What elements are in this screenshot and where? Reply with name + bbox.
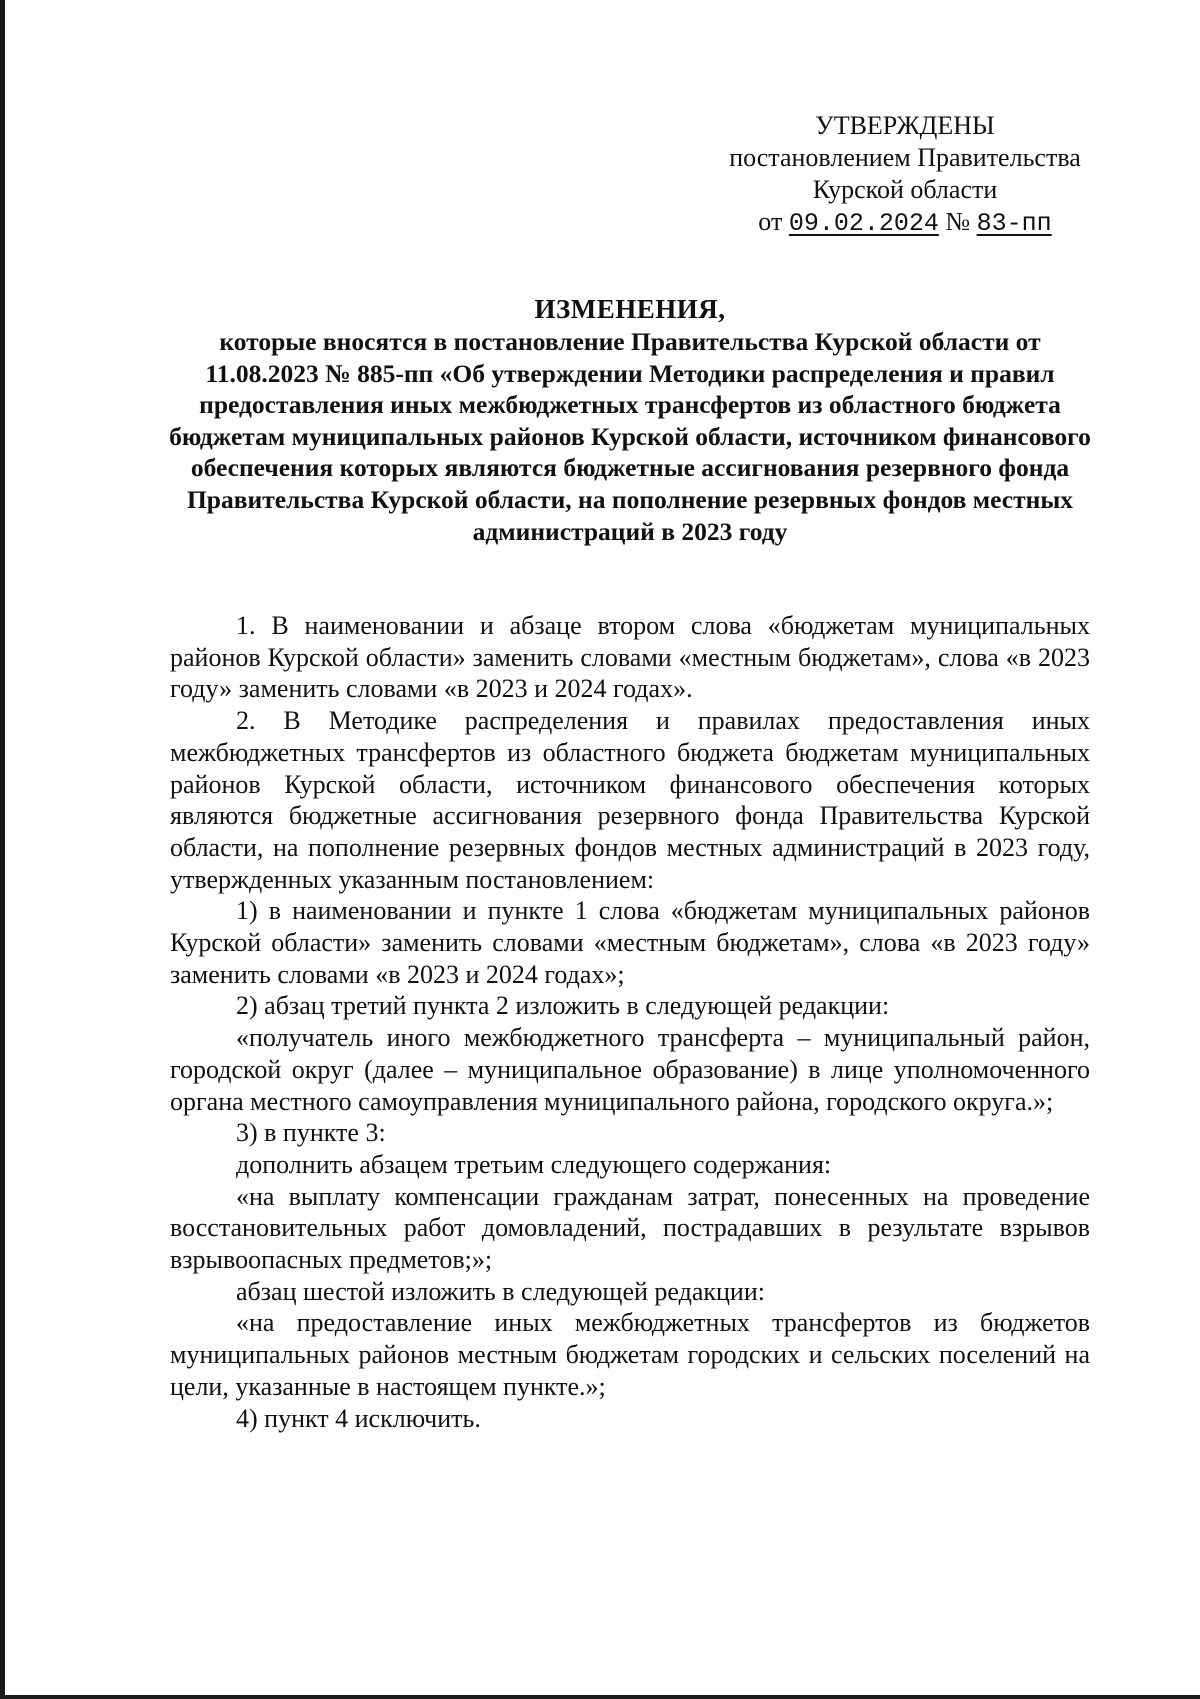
approval-stamp-block [700,110,1110,240]
number-prefix: № [945,207,971,236]
decree-date: 09.02.2024 [788,209,939,238]
paragraph-7: дополнить абзацем третьим следующего содержания: [236,1149,832,1179]
decree-number: 83-пп [976,209,1052,238]
approval-title: УТВЕРЖДЕНЫ [815,111,995,140]
paragraph-10: «на предоставление иных межбюджетных трансфертов из бюджетов муниципальных районов местным бюджетам городских и сельских поселений на цели, указанные в настоящем пункте.»; [170,1308,1090,1401]
scan-border-left [0,0,5,1699]
document-title: ИЗМЕНЕНИЯ, [534,294,726,324]
approval-line-2: постановлением Правительства [729,143,1081,172]
approval-line-3: Курской области [812,175,998,204]
document-subtitle: которые вносятся в постановление Правительства Курской области от 11.08.2023 № 885-пп «Об утверждении Методики распределения и правил предоставления иных межбюджетных трансфертов из областного бюджета бюджетам муниципальных районов Курской области, источником финансового обеспечения которых являются бюджетные ассигнования резервного фонда Правительства Курской области, на пополнение резервных фондов местных администраций в 2023 году [169,327,1091,546]
paragraph-11: 4) пункт 4 исключить. [236,1403,481,1433]
paragraph-4: 2) абзац третий пункта 2 изложить в следующей редакции: [236,991,890,1021]
paragraph-3: 1) в наименовании и пункте 1 слова «бюджетам муниципальных районов Курской области» заменить словами «местным бюджетам», слова «в 2023 году» заменить словами «в 2023 и 2024 годах»; [170,896,1090,989]
paragraph-6: 3) в пункте 3: [236,1118,386,1148]
document-body [170,610,1090,1434]
approval-date-line [700,206,1110,240]
paragraph-2: 2. В Методике распределения и правилах предоставления иных межбюджетных трансфертов из областного бюджета бюджетам муниципальных районов Курской области, источником финансового обеспечения которых являются бюджетные ассигнования резервного фонда Правительства Курской области, на пополнение резервных фондов местных администраций в 2023 году, утвержденных указанным постановлением: [170,706,1090,894]
paragraph-8: «на выплату компенсации гражданам затрат, понесенных на проведение восстановительных работ домовладений, пострадавших в результате взрывов взрывоопасных предметов;»; [170,1181,1090,1275]
paragraph-1: 1. В наименовании и абзаце втором слова «бюджетам муниципальных районов Курской области» заменить словами «местным бюджетам», слова «в 2023 году» заменить словами «в 2023 и 2024 годах». [170,611,1090,704]
document-heading [160,292,1100,547]
scan-border-bottom [0,1695,1200,1699]
date-prefix: от [758,207,783,236]
paragraph-9: абзац шестой изложить в следующей редакции: [236,1276,765,1306]
paragraph-5: «получатель иного межбюджетного трансферта – муниципальный район, городской округ (далее – муниципальное образование) в лице уполномоченного органа местного самоуправления муниципального района, городского округа.»; [170,1023,1090,1116]
